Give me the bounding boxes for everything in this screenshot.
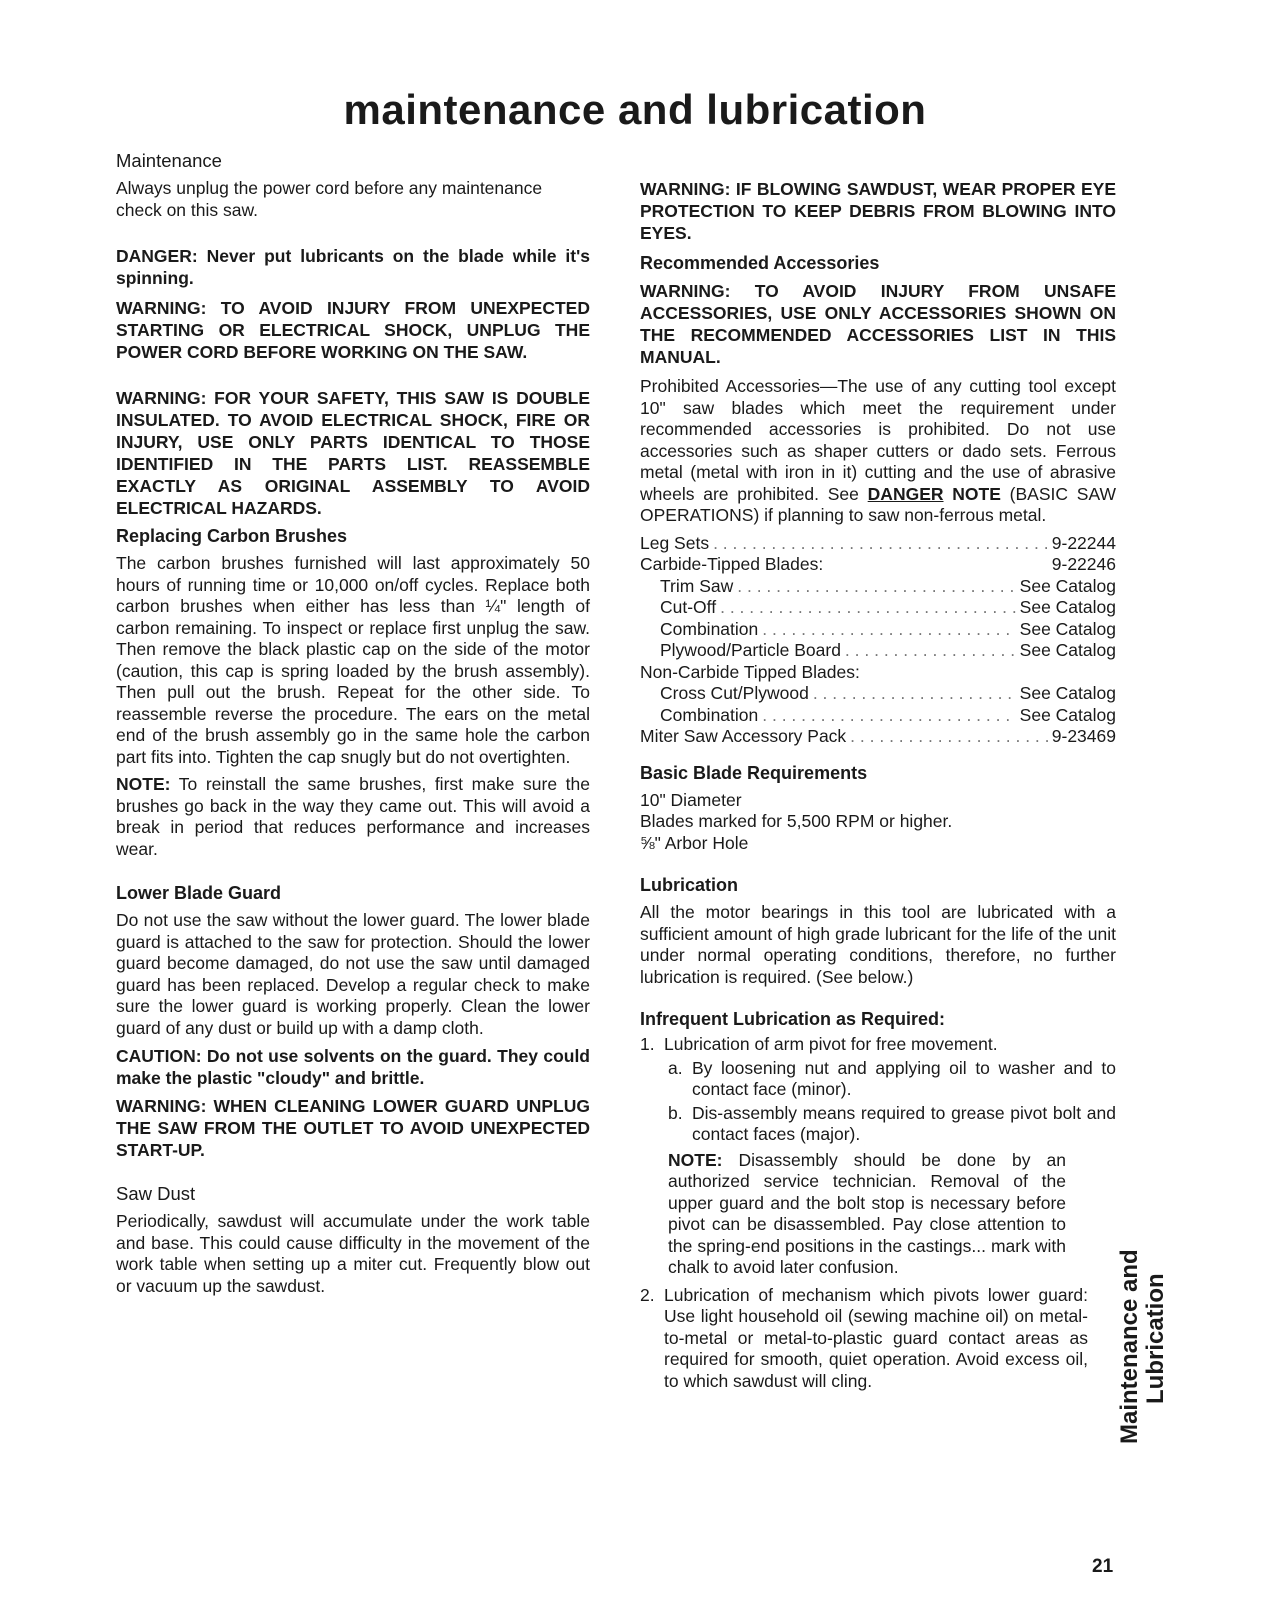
brushes-note xyxy=(116,774,590,860)
sawdust-text: Periodically, sawdust will accumulate under the work table and base. This could cause difficulty in the movement of the work table when setting up a miter cut. Frequently blow out or vacuum up the sawdust. xyxy=(116,1211,590,1296)
item-number: b. xyxy=(668,1102,683,1123)
disassembly-note xyxy=(640,1150,1116,1279)
page-number: 21 xyxy=(1092,1556,1114,1577)
warning-double-insulated: WARNING: FOR YOUR SAFETY, THIS SAW IS DOUBLE INSULATED. TO AVOID ELECTRICAL SHOCK, FIRE OR INJURY, USE ONLY PARTS IDENTICAL TO THOSE IDENTIFIED IN THE PARTS LIST. REASSEMBLE EXACTLY AS ORIGINAL ASSEMBLY TO AVOID ELECTRICAL HAZARDS. xyxy=(116,388,590,518)
page-title: maintenance and lubrication xyxy=(343,86,927,133)
danger-text: Never put lubricants on the blade while it's spinning. xyxy=(116,246,590,288)
item-label: Miter Saw Accessory Pack xyxy=(640,726,847,746)
list-item xyxy=(640,1285,1116,1393)
note-label: NOTE: xyxy=(116,774,171,794)
blade-rpm: Blades marked for 5,500 RPM or higher. xyxy=(640,811,953,831)
prohibited-accessories-text xyxy=(640,376,1116,527)
item-number: See Catalog xyxy=(1019,704,1116,725)
item-label: Combination xyxy=(660,704,759,725)
warning-unexpected-starting: WARNING: TO AVOID INJURY FROM UNEXPECTED STARTING OR ELECTRICAL SHOCK, UNPLUG THE POWER CORD BEFORE WORKING ON THE SAW. xyxy=(116,298,590,362)
warning-eye-protection: WARNING: IF BLOWING SAWDUST, WEAR PROPER EYE PROTECTION TO KEEP DEBRIS FROM BLOWING INTO EYES. xyxy=(640,179,1116,243)
leader-dots xyxy=(850,726,1048,748)
leader-dots xyxy=(762,619,1015,641)
danger-note xyxy=(116,245,590,289)
note-label: NOTE: xyxy=(668,1149,723,1170)
item-number: See Catalog xyxy=(1019,597,1116,617)
lubrication-text: All the motor bearings in this tool are lubricated with a sufficient amount of high grade lubricant for the life of the unit under normal operating conditions, therefore, no further lubrication is required. (See below.) xyxy=(640,902,1116,987)
item-number: 9-22244 xyxy=(1051,532,1116,553)
list-item xyxy=(640,662,1116,684)
list-item xyxy=(640,726,1116,748)
guard-heading: Lower Blade Guard xyxy=(116,883,282,903)
brushes-heading: Replacing Carbon Brushes xyxy=(116,526,348,546)
maintenance-heading: Maintenance xyxy=(116,150,222,171)
item-number: 2. xyxy=(640,1284,655,1305)
list-item xyxy=(640,1103,1116,1146)
accessories-list xyxy=(640,533,1116,748)
prohibited-tail: (BASIC SAW OPERATIONS) if planning to saw non-ferrous metal. xyxy=(640,483,1116,525)
leader-dots xyxy=(713,533,1048,555)
item-number: See Catalog xyxy=(1019,575,1116,596)
section-side-tab xyxy=(1116,1249,1169,1444)
item-label: Trim Saw xyxy=(660,575,734,596)
left-column xyxy=(116,150,590,1297)
warning-unsafe-accessories: WARNING: TO AVOID INJURY FROM UNSAFE ACCESSORIES, USE ONLY ACCESSORIES SHOWN ON THE RECOMMENDED ACCESSORIES LIST IN THIS MANUAL. xyxy=(640,281,1116,367)
note-text: Disassembly should be done by an authorized service technician. Removal of the upper guard and the bolt stop is necessary before pivot can be disassembled. Pay close attention to the spring-end positions in the castings... mark with chalk to avoid later confusion. xyxy=(668,1149,1066,1277)
item-number: 9-22246 xyxy=(1051,554,1116,574)
note-text: To reinstall the same brushes, first make sure the brushes go back in the way they came out. This will avoid a break in period that reduces performance and increases wear. xyxy=(116,774,590,859)
sawdust-heading: Saw Dust xyxy=(116,1183,196,1204)
danger-label: DANGER: xyxy=(116,246,198,266)
item-label: Non-Carbide Tipped Blades: xyxy=(640,661,860,682)
lubrication-heading: Lubrication xyxy=(640,875,738,895)
list-item xyxy=(640,533,1116,555)
list-item xyxy=(640,597,1116,619)
list-item xyxy=(640,1058,1116,1101)
leader-dots xyxy=(813,683,1016,705)
item-text: Dis-assembly means required to grease pivot bolt and contact faces (major). xyxy=(692,1102,1116,1144)
side-tab-line1: Maintenance and xyxy=(1116,1249,1143,1444)
list-item xyxy=(640,705,1116,727)
brushes-text: The carbon brushes furnished will last approximately 50 hours of running time or 10,000 on/off cycles. Replace both carbon brushes when either has less than ¼" length of carbon remaining. To inspect or replace first unplug the saw. Then remove the black plastic cap on the side of the motor (caution, this cap is spring loaded by the brush assembly). Then pull out the brush. Repeat for the other side. To reassemble reverse the procedure. The ears on the metal end of the brush assembly go in the same hole the carbon part fits into. Tighten the cap snugly but do not overtighten. xyxy=(116,553,590,767)
note-word: NOTE xyxy=(952,483,1001,504)
item-label: Cross Cut/Plywood xyxy=(660,683,809,703)
list-item xyxy=(640,619,1116,641)
list-item xyxy=(640,683,1116,705)
item-text: Lubrication of arm pivot for free movement. xyxy=(664,1034,998,1054)
blade-requirements-heading: Basic Blade Requirements xyxy=(640,762,868,783)
item-label: Leg Sets xyxy=(640,532,710,553)
item-number: See Catalog xyxy=(1019,618,1116,639)
guard-text: Do not use the saw without the lower guard. The lower blade guard is attached to the saw for protection. Should the lower guard become damaged, do not use the saw until damaged guard has been replaced. Develop a regular check to make sure the lower guard is working properly. Clean the lower guard of any dust or build up with a damp cloth. xyxy=(116,910,590,1038)
side-tab-line2: Lubrication xyxy=(1142,1273,1169,1404)
item-label: Combination xyxy=(660,618,759,639)
warning-cleaning-guard: WARNING: WHEN CLEANING LOWER GUARD UNPLUG THE SAW FROM THE OUTLET TO AVOID UNEXPECTED START-UP. xyxy=(116,1096,590,1160)
right-column xyxy=(640,178,1116,1392)
accessories-heading: Recommended Accessories xyxy=(640,253,880,273)
danger-link: DANGER xyxy=(867,483,944,504)
list-item xyxy=(640,554,1116,576)
blade-arbor: ⅝" Arbor Hole xyxy=(640,832,749,853)
list-item xyxy=(640,640,1116,662)
item-number: 1. xyxy=(640,1034,655,1054)
list-item xyxy=(640,1034,1116,1056)
caution-note: CAUTION: Do not use solvents on the guard. They could make the plastic "cloudy" and brittle. xyxy=(116,1046,590,1088)
leader-dots xyxy=(720,597,1016,619)
item-number: See Catalog xyxy=(1019,683,1116,703)
item-text: Lubrication of mechanism which pivots lower guard: Use light household oil (sewing machine oil) on metal-to-metal or metal-to-plastic guard contact areas as required for smooth, quiet operation. Avoid excess oil, to which sawdust will cling. xyxy=(664,1284,1088,1391)
infrequent-lubrication-heading: Infrequent Lubrication as Required: xyxy=(640,1009,946,1029)
list-item xyxy=(640,576,1116,598)
leader-dots xyxy=(845,640,1016,662)
item-number: a. xyxy=(668,1057,683,1078)
item-number: See Catalog xyxy=(1019,640,1116,660)
item-number: 9-23469 xyxy=(1051,726,1116,746)
prohibited-text: Prohibited Accessories—The use of any cutting tool except 10" saw blades which meet the requirement under recommended accessories is prohibited. Do not use accessories such as shaper cutters or dado sets. Ferrous metal (metal with iron in it) cutting and the use of abrasive wheels are prohibited. See xyxy=(640,376,1116,504)
item-label: Cut-Off xyxy=(660,597,717,617)
item-text: By loosening nut and applying oil to washer and to contact face (minor). xyxy=(692,1057,1116,1099)
maintenance-text: Always unplug the power cord before any maintenance check on this saw. xyxy=(116,178,543,220)
item-label: Carbide-Tipped Blades: xyxy=(640,554,824,574)
leader-dots xyxy=(737,576,1015,598)
leader-dots xyxy=(762,705,1015,727)
blade-diameter: 10" Diameter xyxy=(640,789,742,810)
item-label: Plywood/Particle Board xyxy=(660,640,841,660)
